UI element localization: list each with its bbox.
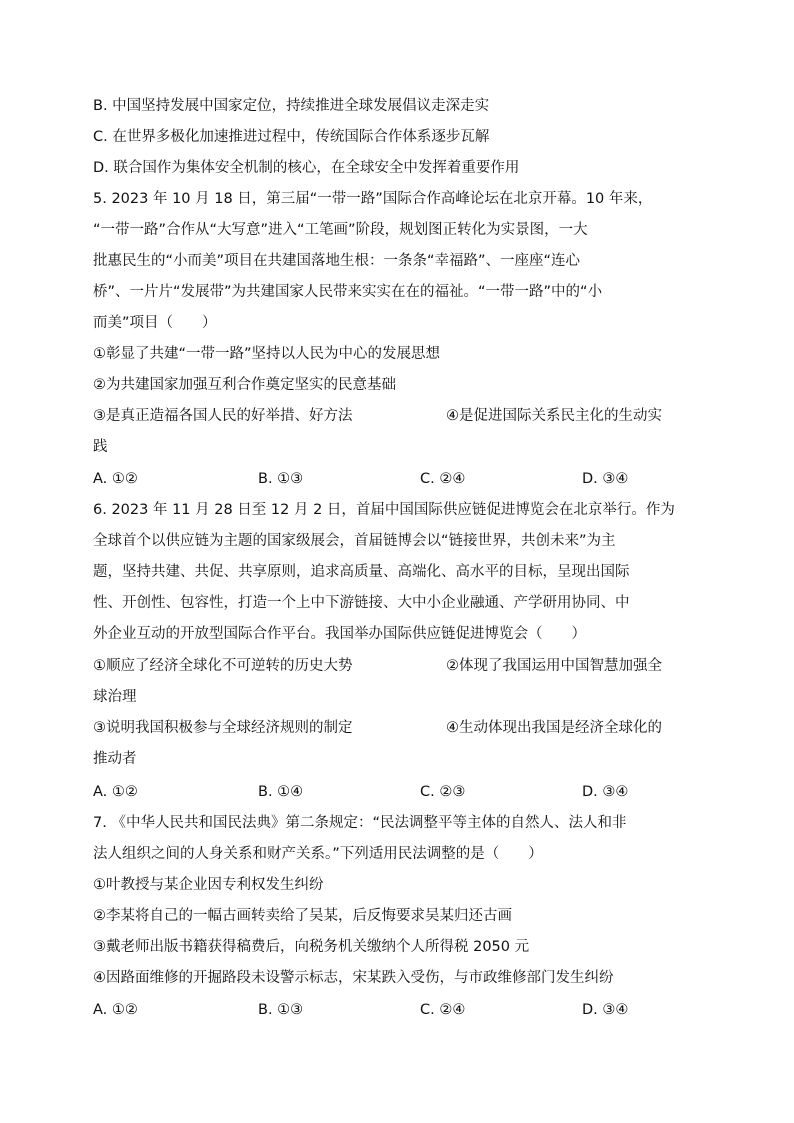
q7-statement-2: ②李某将自己的一幅古画转卖给了吴某，后反悔要求吴某归还古画 [93,908,512,924]
q7-option-c: C. ②④ [420,1002,466,1018]
q6-statement-2-cont: 球治理 [93,689,137,705]
q6-statement-4-cont: 推动者 [93,751,137,767]
q6-stem-line-5: 外企业互动的开放型国际合作平台。我国举办国际供应链促进博览会（ ） [93,626,586,642]
q5-stem-line-1: 5. 2023 年 10 月 18 日，第三届“一带一路”国际合作高峰论坛在北京开幕。10 年来， [93,191,653,207]
q6-statement-1: ①顺应了经济全球化不可逆转的历史大势 [93,658,353,674]
prev-option-c: C. 在世界多极化加速推进过程中，传统国际合作体系逐步瓦解 [93,129,490,145]
q5-statement-4: ④是促进国际关系民主化的生动实 [446,408,662,424]
q7-stem-line-2: 法人组织之间的人身关系和财产关系。”下列适用民法调整的是（ ） [93,846,543,862]
q5-option-c: C. ②④ [420,471,466,487]
q6-stem-line-4: 性、开创性、包容性，打造一个上中下游链接、大中小企业融通、产学研用协同、中 [93,595,630,611]
q5-stem-line-4: 桥”、一片片“发展带”为共建国家人民带来实实在在的福祉。“一带一路”中的“小 [93,284,603,300]
q6-statement-3: ③说明我国积极参与全球经济规则的制定 [93,720,353,736]
q6-stem-line-3: 题，坚持共建、共促、共享原则，追求高质量、高端化、高水平的目标，呈现出国际 [93,564,630,580]
q6-stem-line-1: 6. 2023 年 11 月 28 日至 12 月 2 日，首届中国国际供应链促进博览会在北京举行。作为 [93,502,675,518]
q6-option-b: B. ①④ [258,784,304,800]
q6-option-d: D. ③④ [582,784,629,800]
prev-option-d: D. 联合国作为集体安全机制的核心，在全球安全中发挥着重要作用 [93,160,520,176]
q5-stem-line-5: 而美”项目（ ） [93,315,217,331]
q5-statement-2: ②为共建国家加强互利合作奠定坚实的民意基础 [93,377,396,393]
q7-statement-1: ①叶教授与某企业因专利权发生纠纷 [93,877,324,893]
q6-option-a: A. ①② [93,784,138,800]
q5-stem-line-2: “一带一路”合作从“大写意”进入“工笔画”阶段，规划图正转化为实景图，一大 [93,222,588,238]
q5-statement-3: ③是真正造福各国人民的好举措、好方法 [93,408,353,424]
q5-option-b: B. ①③ [258,471,304,487]
q7-statement-3: ③戴老师出版书籍获得稿费后，向税务机关缴纳个人所得税 2050 元 [93,939,530,955]
q6-statement-2: ②体现了我国运用中国智慧加强全 [446,658,662,674]
q5-statement-1: ①彰显了共建“一带一路”坚持以人民为中心的发展思想 [93,346,441,362]
q7-stem-line-1: 7. 《中华人民共和国民法典》第二条规定：“民法调整平等主体的自然人、法人和非 [93,815,627,831]
q5-option-d: D. ③④ [582,471,629,487]
q7-option-b: B. ①③ [258,1002,304,1018]
q6-option-c: C. ②③ [420,784,466,800]
prev-option-b: B. 中国坚持发展中国家定位，持续推进全球发展倡议走深走实 [93,98,490,114]
q6-stem-line-2: 全球首个以供应链为主题的国家级展会，首届链博会以“链接世界，共创未来”为主 [93,533,616,549]
q6-statement-4: ④生动体现出我国是经济全球化的 [446,720,662,736]
q7-statement-4: ④因路面维修的开掘路段未设警示标志，宋某跌入受伤，与市政维修部门发生纠纷 [93,970,614,986]
q5-option-a: A. ①② [93,471,138,487]
q7-option-a: A. ①② [93,1002,138,1018]
q7-option-d: D. ③④ [582,1002,629,1018]
q5-stem-line-3: 批惠民生的“小而美”项目在共建国落地生根：一条条“幸福路”、一座座“连心 [93,253,581,269]
q5-statement-4-cont: 践 [93,439,108,455]
